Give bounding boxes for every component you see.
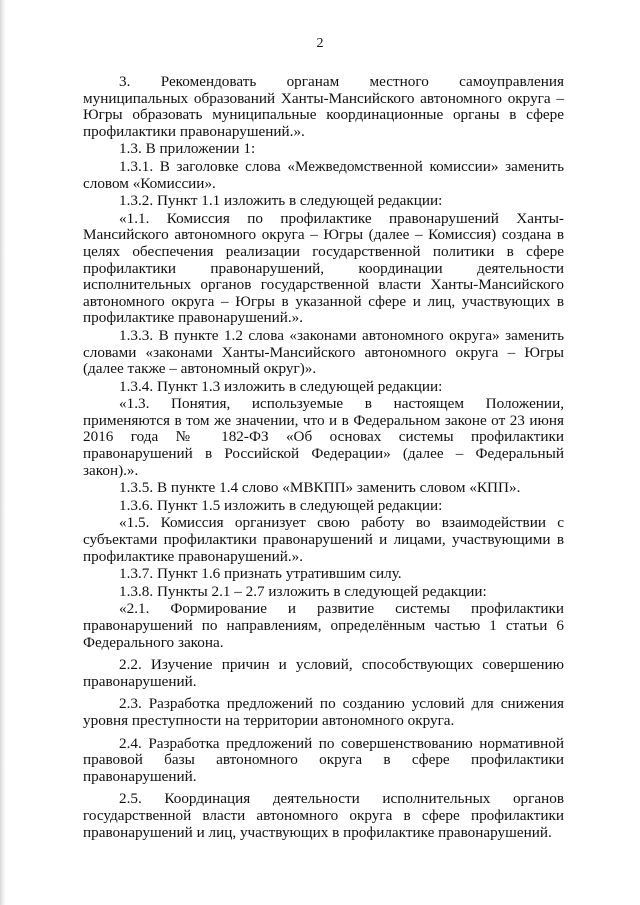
- paragraph: 2.5. Координация деятельности исполнительных органов государственной власти автономного округа в сфере профилактики правонарушений и лиц, участвующих в профилактике правонарушений.: [83, 790, 564, 841]
- paragraph: 2.2. Изучение причин и условий, способствующих совершению правонарушений.: [83, 656, 564, 690]
- paragraph: 1.3.7. Пункт 1.6 признать утратившим силу.: [119, 565, 402, 583]
- page-number: 2: [316, 36, 324, 51]
- paragraph: 3. Рекомендовать органам местного самоуправления муниципальных образований Ханты-Мансийского автономного округа – Югры образовать муниципальные координационные органы в сфере профилактики правонарушений.».: [83, 73, 564, 140]
- paragraph: «2.1. Формирование и развитие системы профилактики правонарушений по направлениям, определённым частью 1 статьи 6 Федерального закона.: [83, 600, 564, 651]
- paragraph: 1.3.2. Пункт 1.1 изложить в следующей редакции:: [119, 192, 443, 210]
- paragraph: 1.3.8. Пункты 2.1 – 2.7 изложить в следующей редакции:: [119, 582, 487, 600]
- paragraph: 1.3.1. В заголовке слова «Межведомственной комиссии» заменить словом «Комиссии».: [83, 157, 564, 192]
- paragraph: «1.3. Понятия, используемые в настоящем Положении, применяются в том же значении, что и в Федеральном законе от 23 июня 2016 года № 182-ФЗ «Об основах системы профилактики правонарушений в Российской Федерации» (далее – Федеральный закон).».: [83, 395, 564, 479]
- paragraph: 2.4. Разработка предложений по совершенствованию нормативной правовой базы автономного округа в сфере профилактики правонарушений.: [83, 734, 564, 785]
- paragraph: 1.3.5. В пункте 1.4 слово «МВКПП» заменить словом «КПП».: [119, 479, 521, 497]
- paragraph: 1.3. В приложении 1:: [119, 140, 256, 158]
- paragraph: 2.3. Разработка предложений по созданию условий для снижения уровня преступности на территории автономного округа.: [83, 695, 564, 729]
- paragraph: «1.5. Комиссия организует свою работу во взаимодействии с субъектами профилактики правонарушений и лицами, участвующими в профилактике правонарушений.».: [83, 514, 564, 565]
- scan-edge-shadow: [0, 0, 6, 905]
- document-body: [83, 74, 564, 841]
- paragraph: 1.3.3. В пункте 1.2 слова «законами автономного округа» заменить словами «законами Ханты-Мансийского автономного округа – Югры (далее также – автономный округ)».: [83, 326, 564, 378]
- paragraph: 1.3.4. Пункт 1.3 изложить в следующей редакции:: [119, 377, 443, 395]
- paragraph: 1.3.6. Пункт 1.5 изложить в следующей редакции:: [119, 496, 443, 514]
- paragraph: «1.1. Комиссия по профилактике правонарушений Ханты-Мансийского автономного округа – Югры (далее – Комиссия) создана в целях обеспечения реализации государственной политики в сфере профилактики правонарушений, координации деятельности исполнительных органов государственной власти Ханты-Мансийского автономного округа – Югры в указанной сфере и лиц, участвующих в профилактике правонарушений.».: [83, 209, 564, 327]
